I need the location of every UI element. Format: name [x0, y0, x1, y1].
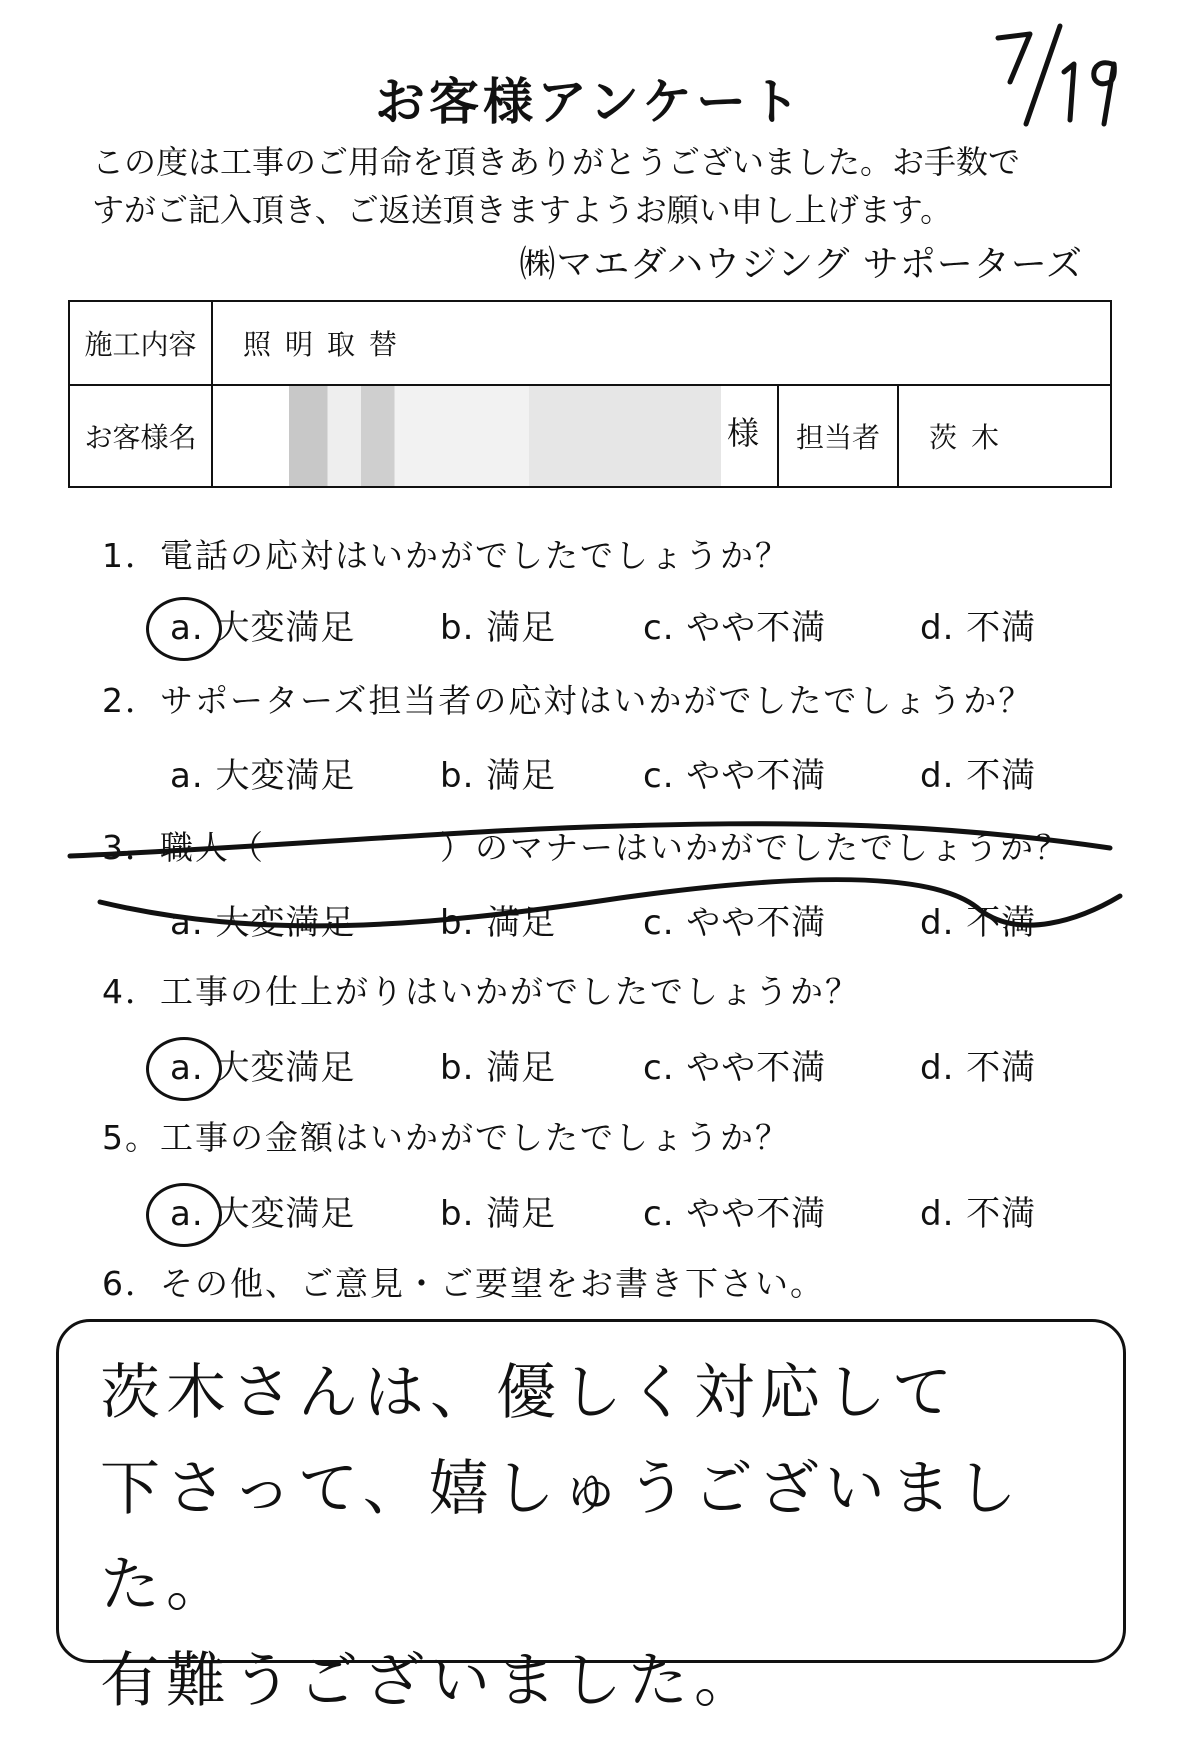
company-name: ㈱マエダハウジング サポーターズ — [519, 244, 1083, 285]
comment-line-3: 有難うございました。 — [100, 1646, 760, 1716]
q3-option-a[interactable]: a. 大変満足 — [170, 903, 356, 943]
intro-text — [92, 138, 1122, 234]
customer-name-redacted — [241, 386, 721, 486]
q1-option-a[interactable]: a. 大変満足 — [170, 608, 356, 648]
q1-selected-circle — [146, 597, 222, 661]
question-5: 5。工事の金額はいかがでしたでしょうか？ — [102, 1118, 790, 1157]
question-4: 4．工事の仕上がりはいかがでしたでしょうか？ — [102, 972, 860, 1011]
q4-option-a[interactable]: a. 大変満足 — [170, 1048, 356, 1088]
question-2: 2．サポーターズ担当者の応対はいかがでしたでしょうか？ — [102, 681, 1034, 720]
q5-selected-circle — [146, 1183, 222, 1247]
comment-handwritten — [100, 1345, 1100, 1729]
work-value: 照明取替 — [212, 301, 1111, 385]
q3-option-d[interactable]: d. 不満 — [920, 903, 1037, 943]
q5-option-d[interactable]: d. 不満 — [920, 1194, 1037, 1234]
comment-line-2: 下さって、嬉しゅうございました。 — [100, 1454, 1023, 1620]
customer-label: お客様名 — [69, 385, 212, 487]
q2-option-c[interactable]: c. やや不満 — [643, 756, 827, 796]
customer-suffix: 様 — [727, 414, 760, 452]
q2-option-a[interactable]: a. 大変満足 — [170, 756, 356, 796]
q3-option-c[interactable]: c. やや不満 — [643, 903, 827, 943]
intro-line-2: すがご記入頂き、ご返送頂きますようお願い申し上げます。 — [92, 191, 953, 229]
question-1: 1．電話の応対はいかがでしたでしょうか？ — [102, 536, 790, 575]
q4-option-d[interactable]: d. 不満 — [920, 1048, 1037, 1088]
staff-value: 茨木 — [898, 385, 1111, 487]
question-6: 6．その他、ご意見・ご要望をお書き下さい。 — [102, 1264, 825, 1303]
q3-option-b[interactable]: b. 満足 — [440, 903, 557, 943]
work-label: 施工内容 — [69, 301, 212, 385]
q2-option-d[interactable]: d. 不満 — [920, 756, 1037, 796]
q3-strikethrough — [60, 800, 1140, 960]
question-3: 3．職人（ ）のマナーはいかがでしたでしょうか？ — [102, 828, 1070, 867]
info-table — [68, 300, 1112, 488]
q1-option-c[interactable]: c. やや不満 — [643, 608, 827, 648]
q5-option-c[interactable]: c. やや不満 — [643, 1194, 827, 1234]
q2-option-b[interactable]: b. 満足 — [440, 756, 557, 796]
q4-option-b[interactable]: b. 満足 — [440, 1048, 557, 1088]
q1-option-b[interactable]: b. 満足 — [440, 608, 557, 648]
customer-name-cell — [212, 385, 778, 487]
staff-label: 担当者 — [778, 385, 898, 487]
q4-selected-circle — [146, 1037, 222, 1101]
intro-line-1: この度は工事のご用命を頂きありがとうございました。お手数で — [92, 143, 1021, 181]
q1-option-d[interactable]: d. 不満 — [920, 608, 1037, 648]
q5-option-a[interactable]: a. 大変満足 — [170, 1194, 356, 1234]
q4-option-c[interactable]: c. やや不満 — [643, 1048, 827, 1088]
q5-option-b[interactable]: b. 満足 — [440, 1194, 557, 1234]
page-title: お客様アンケート — [375, 73, 804, 131]
comment-line-1: 茨木さんは、優しく対応して — [100, 1358, 958, 1428]
